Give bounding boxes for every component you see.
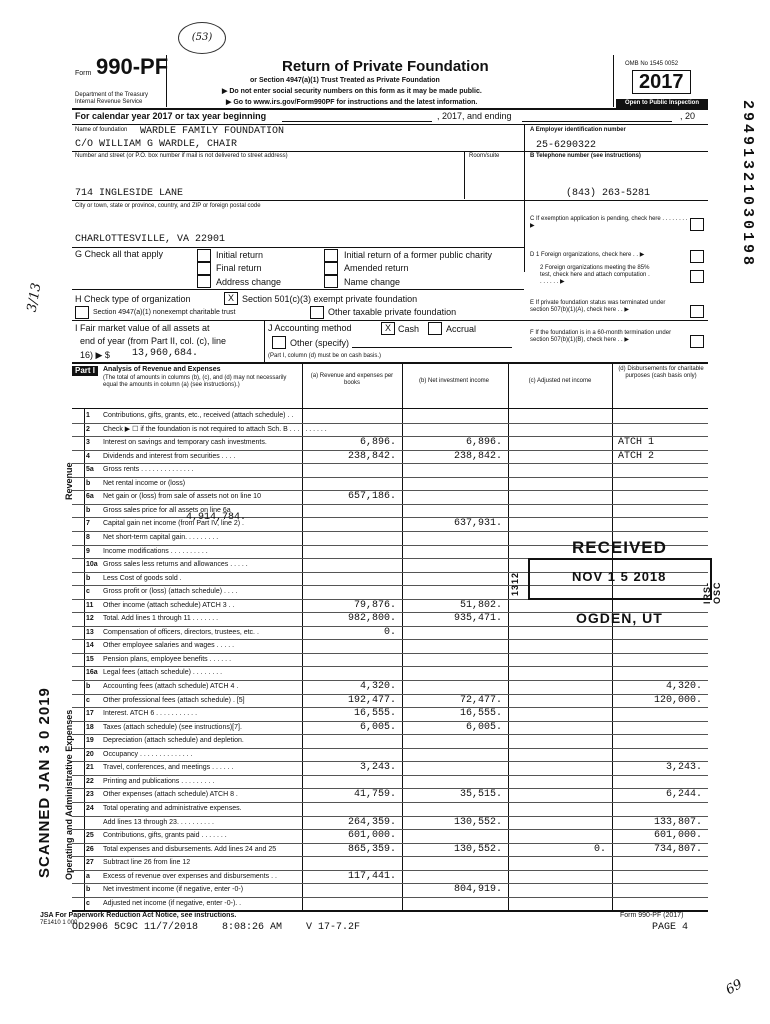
line-number: 7 [86,520,90,528]
received-stamp-text: RECEIVED [572,538,667,557]
col-d-value[interactable]: 133,807. [653,816,702,828]
line-description: Accounting fees (attach schedule) ATCH 4 . [103,683,239,690]
name-change-label: Name change [344,277,401,287]
ssn-notice: ▶ Do not enter social security numbers on this form as it may be made public. [222,88,482,95]
line-description: Gross sales price for all assets on line 6a [103,506,231,514]
col-a-value[interactable]: 264,359. [347,816,396,828]
part1-cash-note: (Part I, column (d) must be on cash basis.) [268,353,382,359]
form-number: 990-PF [96,54,169,79]
e-terminated-label: E If private foundation status was terminated under section 507(b)(1)(A), check here . . ▶ [530,300,666,313]
ein-label: A Employer identification number [530,127,626,133]
d1-foreign-checkbox[interactable] [690,250,704,263]
line-number: b [86,506,91,514]
line-number: 11 [86,601,94,609]
handwritten-circle-note: (53) [178,22,226,54]
paperwork-notice: JSA For Paperwork Reduction Act Notice, see instructions. [40,912,237,919]
col-b-value[interactable]: 6,896. [465,437,502,449]
col-a-value[interactable]: 4,320. [359,681,396,692]
f-termination-checkbox[interactable] [690,335,704,348]
other-method-label: Other (specify) [290,338,350,348]
col-b-value[interactable]: 804,919. [453,884,502,896]
line-number: 4 [86,452,90,460]
line-number: b [86,574,91,582]
line-description: Other professional fees (attach schedule) . [5] [103,696,245,704]
tax-year: 2017 [632,70,691,94]
line-description: Net investment income (if negative, enter -0-) [103,886,244,894]
calendar-year-label: For calendar year 2017 or tax year beginning [75,111,267,121]
amended-return-label: Amended return [344,263,409,273]
line-number: 23 [86,791,94,799]
line-description: Total operating and administrative expenses. [103,804,242,812]
col-a-value[interactable]: 192,477. [347,694,396,706]
city-state-zip: CHARLOTTESVILLE, VA 22901 [75,234,226,245]
col-b-value[interactable]: 6,005. [465,721,502,733]
col-a-value[interactable]: 601,000. [347,830,396,842]
col-a-value[interactable]: 79,876. [353,599,396,611]
line-description: Add lines 13 through 23. . . . . . . . . . [103,818,214,826]
scanned-stamp: SCANNED JAN 3 0 2019 [36,687,53,878]
line-description: Occupancy . . . . . . . . . . . . . . [103,750,193,758]
amended-return-checkbox[interactable] [324,262,338,275]
room-label: Room/suite [469,153,500,159]
initial-return-label: Initial return [216,250,264,260]
accrual-checkbox[interactable] [428,322,442,335]
line-number: 14 [86,642,94,650]
initial-former-checkbox[interactable] [324,249,338,262]
line-description: Dividends and interest from securities . . . . [103,452,236,460]
line-description: Net short-term capital gain. . . . . . . . . [103,533,219,541]
line-description: Adjusted net income (if negative, enter -0-). . [103,899,242,907]
col-a-value[interactable]: 6,005. [359,721,396,733]
line-description: Gross profit or (loss) (attach schedule) . . . . [103,588,238,596]
line-description: Income modifications . . . . . . . . . . [103,547,208,555]
col-a-value[interactable]: 16,555. [353,708,396,720]
line-number: 1 [86,412,90,419]
phone-label: B Telephone number (see instructions) [530,153,641,159]
col-a-value[interactable]: 982,800. [347,613,396,625]
gross-sales-value: 4,914,784. [186,512,247,523]
col-a-value[interactable]: 657,186. [347,491,396,503]
col-b-value[interactable]: 51,802. [459,599,502,611]
line-description: Total expenses and disbursements. Add lines 24 and 25 [103,845,277,853]
accrual-label: Accrual [446,324,477,334]
omb-number: OMB No 1545 0052 [625,61,679,67]
calendar-mid: , 2017, and ending [437,111,512,121]
line-description: Other employee salaries and wages . . . . . [103,642,235,650]
line-description: Other income (attach schedule) ATCH 3 . . [103,601,235,609]
line-number: 17 [86,710,94,718]
col-b-value[interactable]: 72,477. [459,694,502,706]
col-b-value[interactable]: 130,552. [453,843,502,855]
revenue-section-label: Revenue [64,462,74,500]
handwritten-left-note: 3/13 [24,281,45,314]
expenses-section-label: Operating and Administrative Expenses [64,709,74,880]
handwritten-corner-mark: 69 [723,976,746,999]
j-label: J Accounting method [268,323,352,333]
initial-former-label: Initial return of a former public charity [344,250,493,260]
line-description: Legal fees (attach schedule) . . . . . . . . [103,669,223,677]
col-a-value[interactable]: 238,842. [347,450,396,462]
initial-return-checkbox[interactable] [197,249,211,262]
line-description: Capital gain net income (from Part IV, line 2) . [103,520,244,528]
line-description: Interest. ATCH 6 . . . . . . . . . . . [103,710,198,718]
dln-number: 29491321030198 [739,100,756,269]
line-description: Less Cost of goods sold . [103,574,182,582]
part1-title-note: (The total of amounts in columns (b), (c), and (d) may not necessarily equal the amounts in column (a) (see instructions).) [103,375,287,388]
cash-label: Cash [398,324,420,334]
col-d-value[interactable]: 4,320. [665,681,702,692]
part1-tag: Part I [72,366,98,376]
col-a-value[interactable]: 6,896. [359,437,396,449]
received-stamp-date: NOV 1 5 2018 [572,569,667,584]
line-number: 10a [86,561,98,569]
line-number: c [86,696,90,704]
h-4947-label: Section 4947(a)(1) nonexempt charitable trust [93,309,236,316]
h-4947-checkbox[interactable] [75,306,89,319]
line-number: 24 [86,804,94,812]
street-label: Number and street (or P.O. box number if mail is not delivered to street address) [75,153,288,159]
e-terminated-checkbox[interactable] [690,305,704,318]
final-return-checkbox[interactable] [197,262,211,275]
col-d-value[interactable]: 734,807. [653,843,702,855]
d2-foreign-label: 2 Foreign organizations meeting the 85% test, check here and attach computation . . . . . . . ▶ [540,265,650,285]
line-number: 16a [86,669,98,677]
col-d-value[interactable]: 3,243. [665,762,702,774]
line-number: 13 [86,628,94,636]
address-change-label: Address change [216,277,282,287]
col-c-header: (c) Adjusted net income [528,378,592,384]
line-description: Contributions, gifts, grants paid . . . . . . . [103,832,227,840]
col-b-header: (b) Net investment income [418,378,490,384]
f-termination-label: F If the foundation is in a 60-month termination under section 507(b)(1)(B), check here . . ▶ [530,330,672,343]
received-stamp-location: OGDEN, UT [576,610,663,626]
line-number: 25 [86,832,94,840]
care-of-line: C/O WILLIAM G WARDLE, CHAIR [75,139,238,150]
col-a-value[interactable]: 41,759. [353,789,396,801]
ein-value: 25-6290322 [536,140,597,151]
line-number: c [86,899,90,907]
col-d-value[interactable]: ATCH 2 [618,450,655,462]
col-a-header: (a) Revenue and expenses per books [310,373,394,386]
line-description: Pension plans, employee benefits . . . . . . [103,655,232,663]
line-number: c [86,588,90,596]
line-number: 8 [86,533,90,541]
line-number: 21 [86,764,94,772]
fmv-value: 13,960,684. [132,348,199,359]
col-b-value[interactable]: 16,555. [459,708,502,720]
line-number: b [86,479,91,487]
col-a-value[interactable]: 865,359. [347,843,396,855]
name-change-checkbox[interactable] [324,275,338,288]
line-number: 26 [86,845,94,853]
col-b-value[interactable]: 935,471. [453,613,502,625]
h-501c3-checkbox[interactable]: X [224,292,238,305]
calendar-end: , 20 [680,111,696,121]
line-number: 19 [86,737,94,745]
h-other-taxable-checkbox[interactable] [310,306,324,319]
line-description: Depreciation (attach schedule) and depletion. [103,737,244,745]
cash-checkbox[interactable]: X [381,322,395,335]
h-501c3-label: Section 501(c)(3) exempt private foundation [242,294,418,304]
col-a-value[interactable]: 3,243. [359,762,396,774]
phone-value: (843) 263-5281 [566,188,651,199]
line-description: Interest on savings and temporary cash investments. [103,439,267,447]
line-number: 22 [86,777,94,785]
received-stamp [510,534,722,630]
c-exemption-label: C If exemption application is pending, check here . . . . . . . . ▶ [530,216,688,229]
col-a-value[interactable]: 0. [383,626,396,638]
g-label: G Check all that apply [75,249,164,259]
city-label: City or town, state or province, country, and ZIP or foreign postal code [75,203,261,209]
line-number: 15 [86,655,94,663]
line-number: 3 [86,439,90,447]
instructions-notice: ▶ Go to www.irs.gov/Form990PF for instructions and the latest information. [226,99,478,106]
foundation-name: WARDLE FAMILY FOUNDATION [140,126,285,137]
line-number: 18 [86,723,94,731]
line-description: Travel, conferences, and meetings . . . . . . [103,764,234,772]
line-number: 27 [86,859,94,867]
address-change-checkbox[interactable] [197,275,211,288]
col-b-value[interactable]: 238,842. [453,450,502,462]
line-description: Contributions, gifts, grants, etc., received (attach schedule) . . [103,412,294,419]
line-number: 6a [86,493,94,501]
form-reference: Form 990-PF (2017) [620,912,684,919]
col-d-value[interactable]: 601,000. [653,830,702,842]
print-line: OD2906 5C9C 11/7/2018 8:08:26 AM V 17-7.2F [72,922,361,933]
line-description: Taxes (attach schedule) (see instructions)[7]. [103,723,242,731]
col-d-value[interactable]: 120,000. [653,694,702,706]
h-label: H Check type of organization [75,294,191,304]
page-number: PAGE 4 [652,922,689,933]
line-number: 12 [86,615,94,623]
final-return-label: Final return [216,263,262,273]
software-code: 7E1410 1 000 [40,920,78,926]
i-fmv-line3: 16) ▶ $ [80,350,110,360]
part1-title: Analysis of Revenue and Expenses [103,366,221,373]
col-d-value[interactable]: 6,244. [665,789,702,801]
col-b-value[interactable]: 130,552. [453,816,502,828]
line-description: Check ▶ ☐ if the foundation is not required to attach Sch. B . . . . . . . . . . [103,425,327,433]
col-a-value[interactable]: 117,441. [347,870,396,882]
col-b-value[interactable]: 35,515. [459,789,502,801]
line-number: 5a [86,466,94,474]
received-stamp-code-right: IRS-OSC [702,581,722,604]
dept-line1: Department of the Treasury [75,92,149,98]
received-stamp-code-left: 1312 [510,571,520,596]
line-description: Total. Add lines 1 through 11 . . . . . . . [103,615,219,623]
line-number: a [86,872,90,880]
d1-foreign-label: D 1 Foreign organizations, check here . . ▶ [530,252,645,258]
line-number: 2 [86,425,90,433]
line-description: Gross rents . . . . . . . . . . . . . . [103,466,194,474]
line-description: Compensation of officers, directors, trustees, etc. . [103,628,259,636]
line-description: Net gain or (loss) from sale of assets not on line 10 [103,493,261,501]
street-address: 714 INGLESIDE LANE [75,188,184,199]
line-description: Subtract line 26 from line 12 [103,859,191,867]
open-inspection-badge: Open to Public Inspection [616,99,708,108]
line-number: 20 [86,750,94,758]
i-fmv-line2: end of year (from Part II, col. (c), line [80,336,227,346]
col-d-header: (d) Disbursements for charitable purposes (cash basis only) [618,366,704,379]
col-c-value[interactable]: 0. [593,843,606,855]
line-description: Gross sales less returns and allowances . . . . . [103,561,248,569]
line-number: 9 [86,547,90,555]
line-number: b [86,886,91,894]
line-number: b [86,683,91,690]
page-title: Return of Private Foundation [282,58,489,75]
dept-line2: Internal Revenue Service [75,99,143,105]
line-description: Other expenses (attach schedule) ATCH 8 . [103,791,238,799]
line-description: Printing and publications . . . . . . . . . [103,777,215,785]
line-description: Excess of revenue over expenses and disbursements . . [103,872,277,880]
d2-foreign-checkbox[interactable] [690,270,704,283]
foundation-name-label: Name of foundation [75,127,128,133]
col-b-value[interactable]: 637,931. [453,518,502,530]
page-subtitle: or Section 4947(a)(1) Trust Treated as Private Foundation [250,77,440,84]
h-other-taxable-label: Other taxable private foundation [328,307,457,317]
c-exemption-checkbox[interactable] [690,218,704,231]
line-description: Net rental income or (loss) [103,479,186,487]
col-d-value[interactable]: ATCH 1 [618,437,655,449]
form-label: Form [75,70,92,77]
other-method-checkbox[interactable] [272,336,286,349]
i-fmv-line1: I Fair market value of all assets at [75,323,210,333]
